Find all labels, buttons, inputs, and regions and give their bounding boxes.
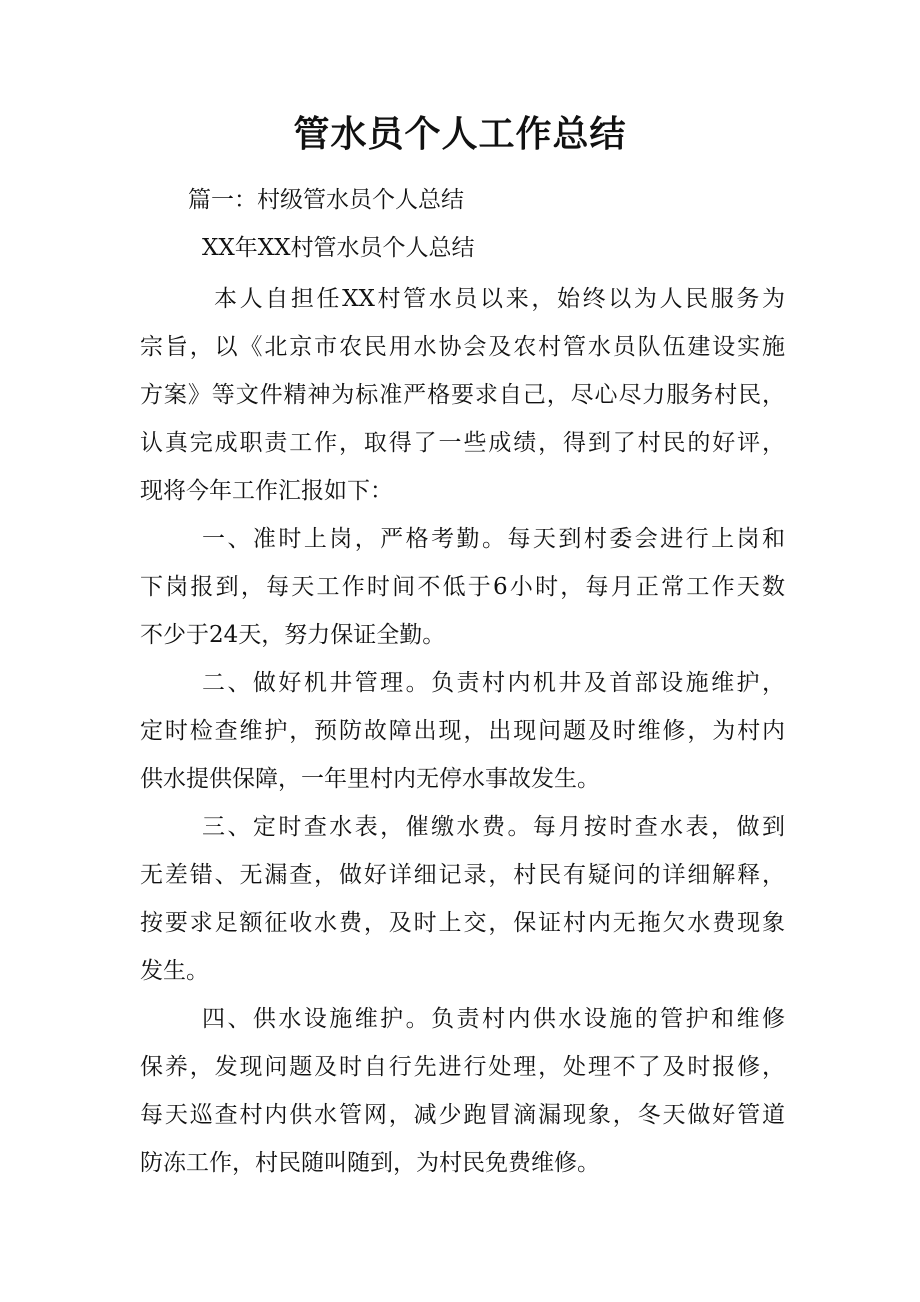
- paragraph-line: 本人自担任XX村管水员以来，始终以为人民服务为: [214, 286, 785, 312]
- paragraph-line: 方案》等文件精神为标准严格要求自己，尽心尽力服务村民，: [140, 382, 785, 408]
- paragraph-line: 供水提供保障，一年里村内无停水事故发生。: [140, 766, 600, 792]
- paragraph-line: 一、准时上岗，严格考勤。每天到村委会进行上岗和: [202, 526, 785, 552]
- section-heading: 篇一：村级管水员个人总结: [188, 187, 464, 213]
- paragraph-line: 四、供水设施维护。负责村内供水设施的管护和维修: [202, 1006, 785, 1032]
- paragraph-line: 防冻工作，村民随叫随到，为村民免费维修。: [140, 1150, 600, 1176]
- paragraph-line: 定时检查维护，预防故障出现，出现问题及时维修，为村内: [140, 718, 785, 744]
- paragraph-line: 保养，发现问题及时自行先进行处理，处理不了及时报修，: [140, 1054, 785, 1080]
- paragraph-line: 认真完成职责工作，取得了一些成绩，得到了村民的好评，: [140, 430, 785, 456]
- paragraph-line: 不少于24天，努力保证全勤。: [140, 622, 446, 648]
- paragraph-line: 发生。: [140, 958, 209, 984]
- paragraph-line: 下岗报到，每天工作时间不低于6小时，每月正常工作天数: [140, 574, 785, 600]
- sub-title: XX年XX村管水员个人总结: [202, 235, 475, 261]
- paragraph-line: 无差错、无漏查，做好详细记录，村民有疑问的详细解释，: [140, 862, 785, 888]
- document-title: 管水员个人工作总结: [293, 113, 627, 155]
- paragraph-line: 宗旨，以《北京市农民用水协会及农村管水员队伍建设实施: [140, 334, 785, 360]
- paragraph-line: 每天巡查村内供水管网，减少跑冒滴漏现象，冬天做好管道: [140, 1102, 785, 1128]
- paragraph-line: 二、做好机井管理。负责村内机井及首部设施维护，: [202, 670, 785, 696]
- paragraph-line: 现将今年工作汇报如下：: [140, 478, 393, 504]
- paragraph-line: 按要求足额征收水费，及时上交，保证村内无拖欠水费现象: [140, 910, 785, 936]
- paragraph-line: 三、定时查水表，催缴水费。每月按时查水表，做到: [202, 814, 785, 840]
